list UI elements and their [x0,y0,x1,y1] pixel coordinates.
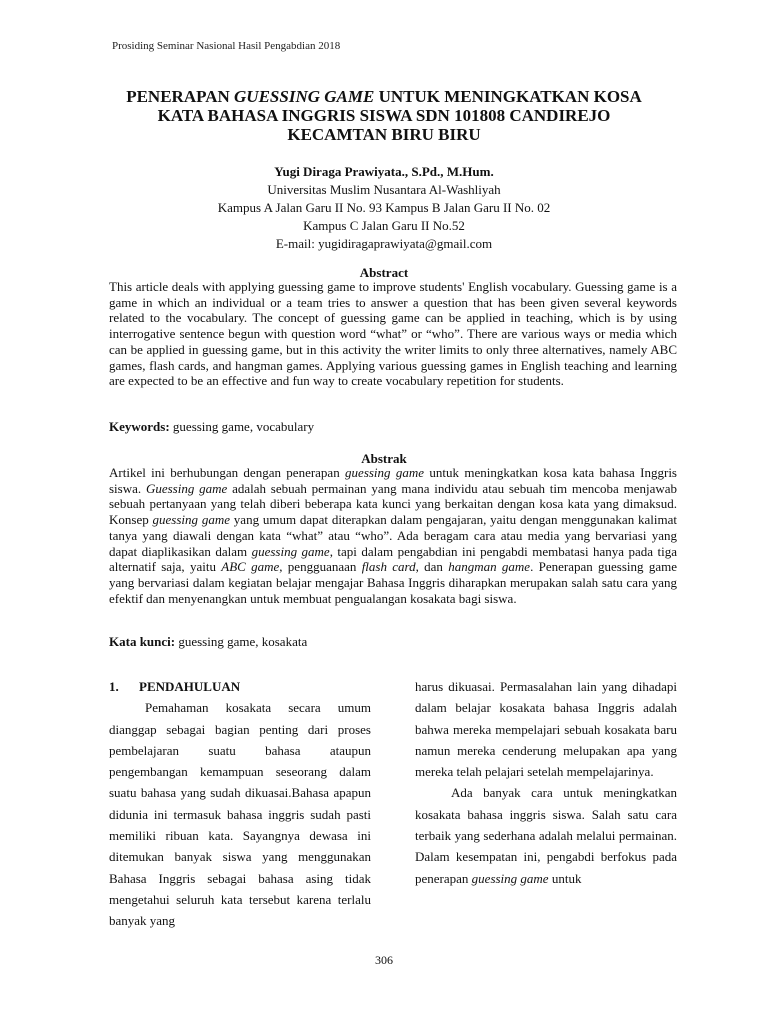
abstrak-italic-term: ABC game [221,559,280,575]
section-number: 1. [109,679,119,694]
right-column-paragraph-1: harus dikuasai. Permasalahan lain yang dihadapi dalam belajar kosakata bahasa Inggris adalah bahwa mereka mempelajari sebuah kosakata baru namun mereka cenderung melupakan apa yang mereka telah pelajari setelah mempelajarinya. [415,679,677,780]
abstract-english-text: This article deals with applying guessing game to improve students' English vocabulary. Guessing game is a game in which an individual or a team tries to answer a question that has been given several keywords related to the vocabulary. The concept of guessing game can be applied in teaching, which is by using interrogative sentence begun with question word “what” or “who”. There are various ways or media which can be applied in guessing game, but in this activity the writer limits to only three alternatives, namely ABC games, flash cards, and hangman games. Applying various guessing games in English teaching and learning are expected to be an effective and fun way to create vocabulary repetition for students. [109,279,677,389]
abstrak-italic-term: Guessing game [145,480,228,496]
section-title: PENDAHULUAN [139,679,241,694]
abstract-indonesian-text [109,465,677,606]
kata-kunci-label: Kata kunci: [109,634,176,649]
paragraph-segment: untuk [548,870,582,886]
paragraph-italic-term: guessing game [471,870,549,886]
page-number: 306 [375,953,393,967]
abstrak-segment: , pengguanaan [279,559,362,575]
abstract-heading: Abstract [359,265,409,280]
abstrak-segment: adalah sebuah permainan yang mana individu atau sebuah tim mencoba menjawab sebuah pertanyaan yang telah diberi beberapa kata kunci yang berkaitan dengan kosa kata yang dimaksud. Konsep [109,480,678,528]
right-column-paragraph-2 [415,785,677,885]
author-affiliation: Universitas Muslim Nusantara Al-Washliyah [267,182,501,197]
title-line-1 [80,87,688,106]
abstrak-italic-term: guessing game [251,543,330,559]
kata-kunci-value: guessing game, kosakata [175,634,308,649]
title-line-1-start: PENERAPAN [126,87,235,106]
title-italic-term: GUESSING GAME [234,87,375,106]
running-header: Prosiding Seminar Nasional Hasil Pengabdian 2018 [112,40,341,52]
abstrak-segment: yang umum dapat diterapkan dalam pengajaran, yaitu dengan menggunakan kalimat tanya yang diawali dengan kata “what” atau “who”. Ada beragam cara atau media yang bervariasi yang dapat diaplikasikan dalam [109,512,677,559]
section-heading [109,676,371,697]
keywords-label: Keywords: [109,419,170,434]
title-line-2: KATA BAHASA INGGRIS SISWA SDN 101808 CANDIREJO [157,106,611,125]
body-column-left [109,676,371,932]
keywords-english [109,419,314,435]
title-line-3: KECAMTAN BIRU BIRU [287,125,481,144]
abstrak-italic-term: guessing game [345,465,425,480]
abstrak-heading: Abstrak [361,451,407,466]
abstrak-segment: , dan [415,559,449,575]
abstrak-italic-term: flash card [361,559,416,575]
author-name: Yugi Diraga Prawiyata., S.Pd., M.Hum. [274,164,494,179]
left-column-paragraph: Pemahaman kosakata secara umum dianggap sebagai bagian penting dari proses pembelajaran suatu bahasa ataupun pengembangan kemampuan seseorang dalam suatu bahasa yang sudah dikuasai.Bahasa apapun didunia ini termasuk bahasa inggris sudah pasti memiliki ribuan kata. Sayangnya dewasa ini ditemukan banyak siswa yang menggunakan Bahasa Inggris sebagai bahasa asing tidak mengetahui seluruh kata tersebut karena terlalu banyak yang [109,700,371,929]
body-column-right [415,676,677,889]
abstrak-segment: , tapi dalam pengabdian ini pengabdi membatasi hanya pada tiga alternatif saja, yaitu [109,543,677,575]
abstrak-italic-term: guessing game [152,512,230,528]
keywords-indonesian [109,634,307,650]
paper-title [80,87,688,144]
paragraph-segment: Ada banyak cara untuk meningkatkan kosakata bahasa inggris siswa. Salah satu cara terbaik yang sederhana adalah melalui permainan. Dalam kesempatan ini, pengabdi berfokus pada penerapan [415,785,677,886]
author-email: E-mail: yugidiragaprawiyata@gmail.com [275,236,493,251]
author-block [100,163,668,253]
abstrak-italic-term: hangman game [448,559,531,575]
author-address-2: Kampus C Jalan Garu II No.52 [303,218,465,233]
abstrak-segment: Artikel ini berhubungan dengan penerapan [109,465,346,480]
author-address-1: Kampus A Jalan Garu II No. 93 Kampus B Jalan Garu II No. 02 [217,200,551,215]
abstrak-segment: untuk meningkatkan kosa kata bahasa Inggris siswa. [109,465,677,496]
abstrak-segment: . Penerapan guessing game yang bervariasi dalam kegiatan belajar mengajar Bahasa Inggris diharapkan merupakan salah satu cara yang efektif dan menyenangkan untuk membuat pengualangan kosakata bagi siswa. [109,559,677,606]
title-line-1-end: UNTUK MENINGKATKAN KOSA [374,87,642,106]
keywords-value: guessing game, vocabulary [169,419,315,434]
